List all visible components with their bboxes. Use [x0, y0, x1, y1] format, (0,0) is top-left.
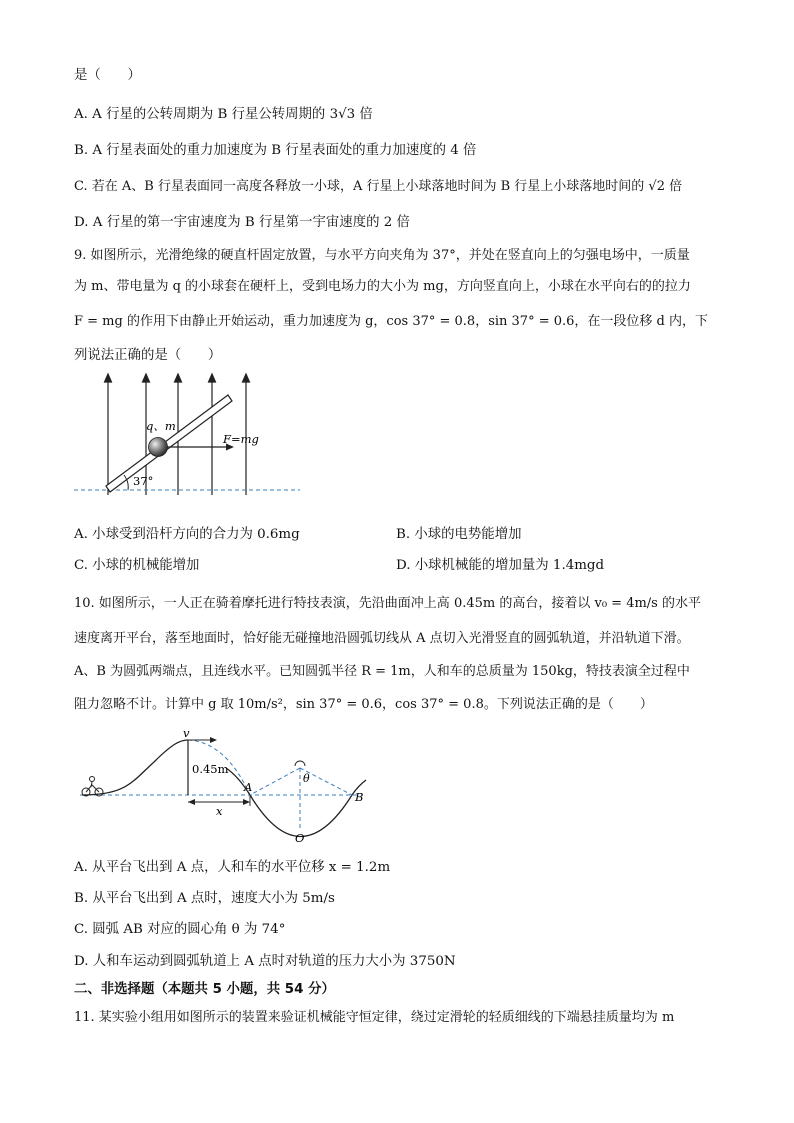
q9-option-c: C. 小球的机械能增加: [74, 558, 200, 573]
q10-stem-line4: 阻力忽略不计。计算中 g 取 10m/s²，sin 37° = 0.6，cos 37° = 0.8。下列说法正确的是（ ）: [74, 697, 653, 712]
q10-option-b: B. 从平台飞出到 A 点时，速度大小为 5m/s: [74, 891, 335, 906]
q10-label-v: v: [183, 728, 190, 740]
q9-label-qm: q、m: [146, 419, 176, 433]
q9-label-force: F=mg: [223, 432, 259, 446]
q10-label-a: A: [244, 780, 253, 794]
motorbike-icon: [82, 777, 103, 797]
q9-option-b: B. 小球的电势能增加: [396, 527, 522, 542]
q10-label-b: B: [355, 790, 364, 804]
q10-label-x: x: [216, 804, 223, 818]
q10-stem-line2: 速度离开平台，落至地面时，恰好能无碰撞地沿圆弧切线从 A 点切入光滑竖直的圆弧轨道，并沿轨道下滑。: [74, 631, 690, 646]
q8-option-b: B. A 行星表面处的重力加速度为 B 行星表面处的重力加速度的 4 倍: [74, 143, 477, 158]
q10-figure: [76, 728, 376, 848]
q10-label-theta: θ: [303, 772, 310, 785]
q10-option-d: D. 人和车运动到圆弧轨道上 A 点时对轨道的压力大小为 3750N: [74, 954, 456, 969]
q9-stem-line1: 9. 如图所示，光滑绝缘的硬直杆固定放置，与水平方向夹角为 37°，并处在竖直向上的匀强电场中，一质量: [74, 248, 690, 263]
q8-option-c: C. 若在 A、B 行星表面同一高度各释放一小球，A 行星上小球落地时间为 B 行星上小球落地时间的 √2 倍: [74, 179, 683, 194]
q8-option-d: D. A 行星的第一宇宙速度为 B 行星第一宇宙速度的 2 倍: [74, 215, 410, 230]
q9-stem-line3: F = mg 的作用下由静止开始运动，重力加速度为 g，cos 37° = 0.8，sin 37° = 0.6，在一段位移 d 内，下: [74, 314, 708, 329]
q9-stem-line4: 列说法正确的是（ ）: [74, 348, 222, 363]
q8-tail: 是（ ）: [74, 68, 141, 83]
section-heading: 二、非选择题（本题共 5 小题，共 54 分）: [74, 982, 335, 997]
q10-label-o: O: [295, 831, 305, 845]
q10-stem-line1: 10. 如图所示，一人正在骑着摩托进行特技表演，先沿曲面冲上高 0.45m 的高台，接着以 v₀ = 4m/s 的水平: [74, 596, 701, 611]
q10-option-c: C. 圆弧 AB 对应的圆心角 θ 为 74°: [74, 922, 286, 937]
q8-option-a: A. A 行星的公转周期为 B 行星公转周期的 3√3 倍: [74, 107, 373, 122]
q9-stem-line2: 为 m、带电量为 q 的小球套在硬杆上，受到电场力的大小为 mg，方向竖直向上，小球在水平向右的的拉力: [74, 279, 691, 294]
q9-label-angle: 37°: [133, 474, 154, 488]
q10-label-height: 0.45m: [192, 762, 229, 776]
q9-option-d: D. 小球机械能的增加量为 1.4mgd: [396, 558, 605, 573]
q9-option-a: A. 小球受到沿杆方向的合力为 0.6mg: [74, 527, 300, 542]
q10-stem-line3: A、B 为圆弧两端点，且连线水平。已知圆弧半径 R = 1m，人和车的总质量为 150kg，特技表演全过程中: [74, 664, 690, 679]
q11-stem-line1: 11. 某实验小组用如图所示的装置来验证机械能守恒定律，绕过定滑轮的轻质细线的下端悬挂质量均为 m: [74, 1010, 675, 1025]
q9-figure: [70, 372, 310, 502]
q10-option-a: A. 从平台飞出到 A 点，人和车的水平位移 x = 1.2m: [74, 860, 391, 875]
